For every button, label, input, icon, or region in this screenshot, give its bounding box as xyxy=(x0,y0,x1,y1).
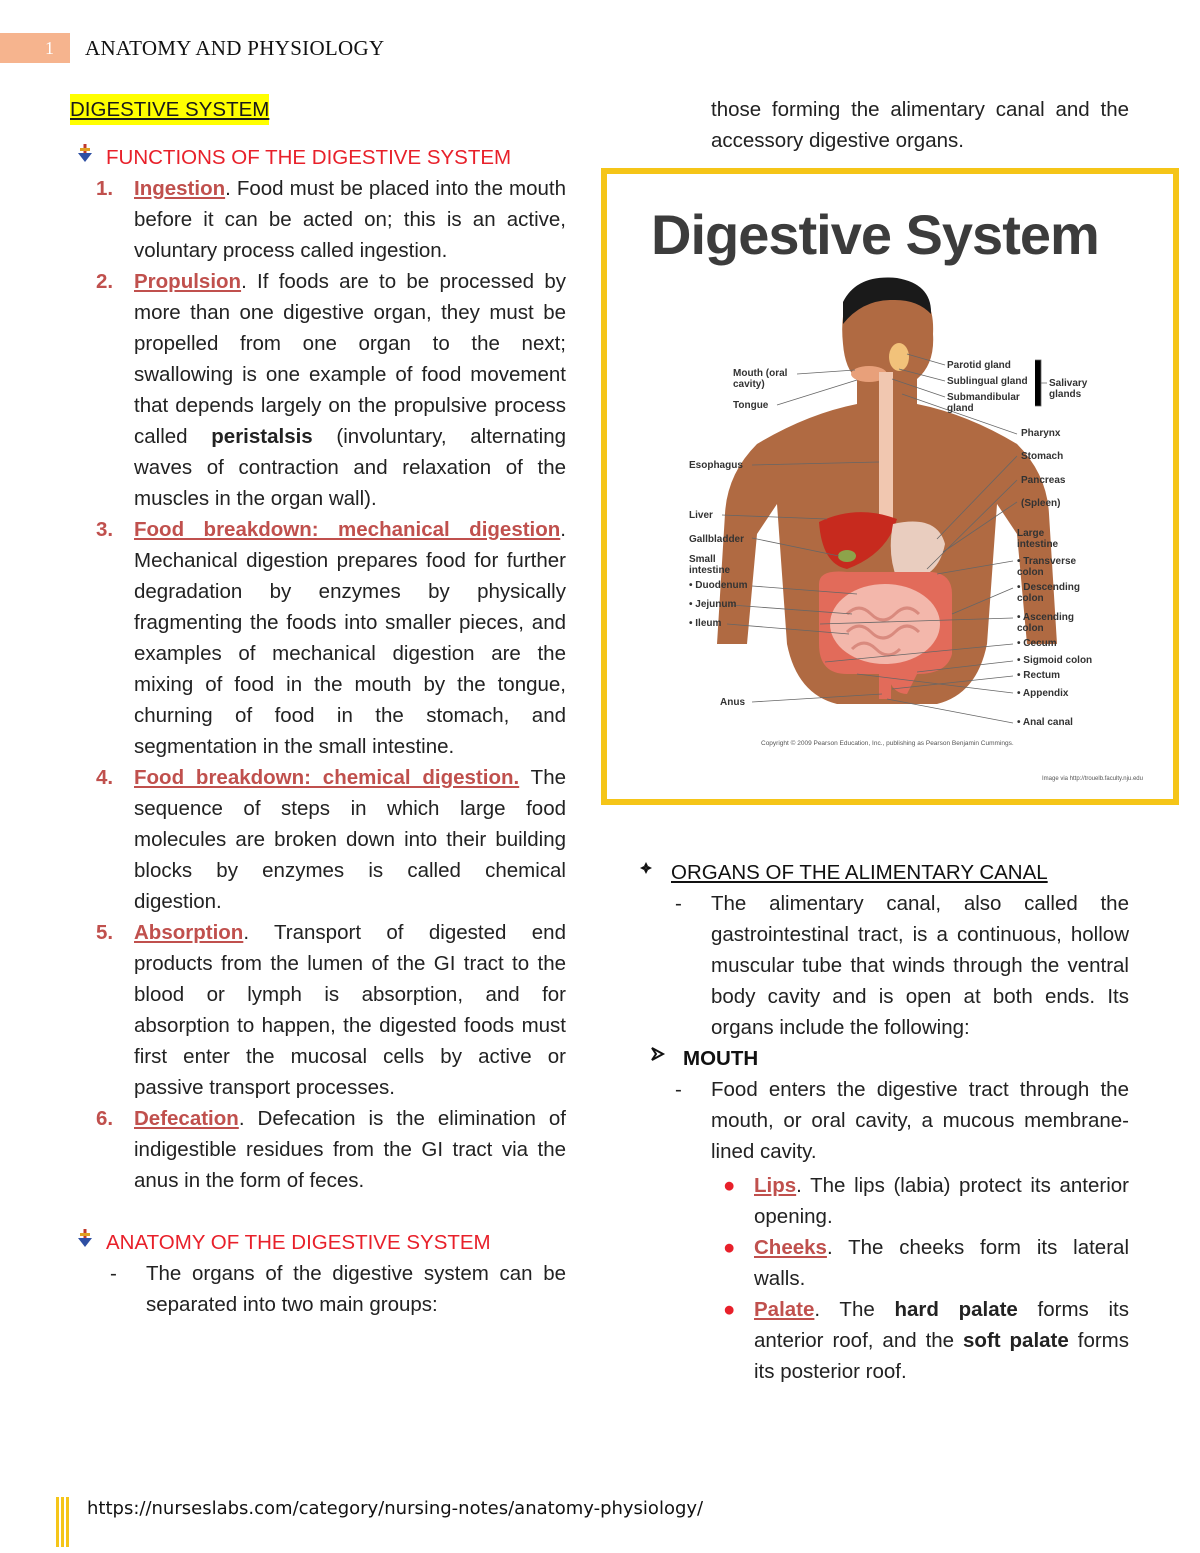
item-text: . Mechanical digestion prepares food for further degradation by enzymes by physically fragmenting the foods into smaller pieces, and examples of mechanical digestion are the mixing of food in the mouth by the tongue, churning of food in the stomach, and segmentation in the small intestine. xyxy=(134,518,566,758)
page-number: 1 xyxy=(0,33,70,63)
label-ascending-colon: • Ascending colon xyxy=(1017,612,1075,634)
digestive-system-figure xyxy=(601,168,1179,805)
document-title: DIGESTIVE SYSTEM xyxy=(70,94,269,125)
bullet-lips xyxy=(637,1170,1129,1232)
figure-image-source: Image via http://trouelb.faculty.nju.edu xyxy=(1042,776,1143,782)
footer-url[interactable]: https://nurseslabs.com/category/nursing-notes/anatomy-physiology/ xyxy=(87,1498,704,1519)
functions-heading xyxy=(70,142,566,173)
bold-peristalsis: peristalsis xyxy=(211,425,313,448)
label-transverse-colon: • Transverse colon xyxy=(1017,556,1077,578)
bullet-dot-icon: ● xyxy=(723,1236,736,1259)
anatomy-paragraph xyxy=(70,1258,566,1320)
label-gallbladder: Gallbladder xyxy=(689,534,745,545)
label-spleen: (Spleen) xyxy=(1021,498,1061,509)
label-sigmoid-colon: • Sigmoid colon xyxy=(1017,655,1093,666)
label-large-intestine: Large intestine xyxy=(1017,528,1059,550)
term-propulsion: Propulsion xyxy=(134,270,242,293)
figure-title: Digestive System xyxy=(651,203,1099,266)
label-salivary-glands: Salivary glands xyxy=(1049,378,1088,400)
bullet-cheeks xyxy=(637,1232,1129,1294)
continued-text: those forming the alimentary canal and the accessory digestive organs. xyxy=(711,98,1129,152)
bullet-text-3: forms its posterior roof. xyxy=(754,1329,1129,1383)
mouth-heading xyxy=(637,1043,1129,1074)
item-number: 1. xyxy=(96,177,114,200)
label-esophagus: Esophagus xyxy=(689,460,743,471)
organs-text: The alimentary canal, also called the gastrointestinal tract, is a continuous, hollow muscular tube that winds through the ventral body cavity and is open at both ends. Its organs include the following: xyxy=(711,892,1129,1039)
term-ingestion: Ingestion xyxy=(134,177,226,200)
left-column xyxy=(70,94,566,1320)
term-palate: Palate xyxy=(754,1298,815,1321)
label-descending-colon: • Descending colon xyxy=(1017,582,1080,604)
right-column-top xyxy=(637,94,1129,156)
label-duodenum: • Duodenum xyxy=(689,580,748,591)
bullet-palate xyxy=(637,1294,1129,1387)
anatomy-illustration xyxy=(607,174,1173,799)
label-small-intestine: Small intestine xyxy=(689,554,731,576)
anatomy-heading-text: ANATOMY OF THE DIGESTIVE SYSTEM xyxy=(106,1231,491,1254)
term-cheeks: Cheeks xyxy=(754,1236,827,1259)
label-liver: Liver xyxy=(689,510,713,521)
mouth-text: Food enters the digestive tract through the mouth, or oral cavity, a mucous membrane-lined cavity. xyxy=(711,1078,1129,1163)
item-number: 5. xyxy=(96,921,114,944)
page-header xyxy=(0,33,1200,63)
term-mechanical-digestion: Food breakdown: mechanical digestion xyxy=(134,518,561,541)
anatomy-heading xyxy=(70,1227,566,1258)
term-absorption: Absorption xyxy=(134,921,244,944)
label-ileum: • Ileum xyxy=(689,618,722,629)
pushpin-arrow-icon xyxy=(74,142,96,175)
function-item-5 xyxy=(70,917,566,1103)
item-text: The sequence of steps in which large food molecules are broken down into their building blocks by enzymes is called chemical digestion. xyxy=(134,766,566,913)
item-number: 4. xyxy=(96,766,114,789)
label-mouth: Mouth (oral cavity) xyxy=(733,368,788,390)
function-item-1 xyxy=(70,173,566,266)
figure-copyright: Copyright © 2009 Pearson Education, Inc., publishing as Pearson Benjamin Cummings. xyxy=(761,740,1014,747)
organs-heading-text: ORGANS OF THE ALIMENTARY CANAL xyxy=(671,861,1048,884)
header-title: ANATOMY AND PHYSIOLOGY xyxy=(85,36,385,60)
anatomy-text: The organs of the digestive system can be separated into two main groups: xyxy=(146,1262,566,1316)
dash-marker: - xyxy=(675,892,682,915)
label-jejunum: • Jejunum xyxy=(689,599,737,610)
label-stomach: Stomach xyxy=(1021,451,1064,462)
label-pharynx: Pharynx xyxy=(1021,428,1061,439)
item-text: . Transport of digested end products from the lumen of the GI tract to the blood or lymph is absorption, and for absorption to happen, the digested foods must first enter the mucosal cells by active or passive transport processes. xyxy=(134,921,566,1099)
bold-soft-palate: soft palate xyxy=(963,1329,1069,1352)
label-cecum: • Cecum xyxy=(1017,638,1057,649)
four-diamond-icon xyxy=(637,857,655,888)
footer-bars xyxy=(56,1497,68,1547)
mouth-heading-text: MOUTH xyxy=(683,1047,759,1070)
bullet-text: . The xyxy=(814,1298,895,1321)
bullet-dot-icon: ● xyxy=(723,1298,736,1321)
label-appendix: • Appendix xyxy=(1017,688,1069,699)
term-chemical-digestion: Food breakdown: chemical digestion. xyxy=(134,766,520,789)
pushpin-arrow-icon xyxy=(74,1227,96,1260)
function-item-3 xyxy=(70,514,566,762)
item-number: 6. xyxy=(96,1107,114,1130)
dash-marker: - xyxy=(110,1262,117,1285)
label-tongue: Tongue xyxy=(733,400,769,411)
label-anal-canal: • Anal canal xyxy=(1017,717,1073,728)
bullet-dot-icon: ● xyxy=(723,1174,736,1197)
organs-paragraph xyxy=(637,888,1129,1043)
item-text: . Defecation is the elimination of indigestible residues from the GI tract via the anus in the form of feces. xyxy=(134,1107,566,1192)
label-submandibular-gland: Submandibular gland xyxy=(947,392,1020,414)
arrow-bullet-icon xyxy=(649,1043,667,1074)
mouth-paragraph xyxy=(637,1074,1129,1167)
dash-marker: - xyxy=(675,1078,682,1101)
item-text: . Food must be placed into the mouth before it can be acted on; this is an active, voluntary process called ingestion. xyxy=(134,177,566,262)
item-number: 3. xyxy=(96,518,114,541)
function-item-4 xyxy=(70,762,566,917)
label-rectum: • Rectum xyxy=(1017,670,1060,681)
term-lips: Lips xyxy=(754,1174,797,1197)
continued-paragraph xyxy=(637,94,1129,156)
term-defecation: Defecation xyxy=(134,1107,239,1130)
label-anus: Anus xyxy=(720,697,745,708)
label-sublingual-gland: Sublingual gland xyxy=(947,376,1028,387)
bullet-text: . The cheeks form its lateral walls. xyxy=(754,1236,1129,1290)
bullet-text: . The lips (labia) protect its anterior opening. xyxy=(754,1174,1129,1228)
functions-heading-text: FUNCTIONS OF THE DIGESTIVE SYSTEM xyxy=(106,146,512,169)
right-column-bottom xyxy=(637,857,1129,1387)
bullet-text-2: forms its anterior roof, and the xyxy=(754,1298,1129,1352)
label-pancreas: Pancreas xyxy=(1021,475,1066,486)
organs-heading xyxy=(637,857,1129,888)
function-item-2 xyxy=(70,266,566,514)
item-number: 2. xyxy=(96,270,114,293)
label-parotid-gland: Parotid gland xyxy=(947,360,1011,371)
item-text-after: (involuntary, alternating waves of contraction and relaxation of the muscles in the organ wall). xyxy=(134,425,566,510)
item-text: . If foods are to be processed by more than one digestive organ, they must be propelled from one organ to the next; swallowing is one example of food movement that depends largely on the propulsive process called xyxy=(134,270,566,448)
function-item-6 xyxy=(70,1103,566,1196)
bold-hard-palate: hard palate xyxy=(894,1298,1018,1321)
